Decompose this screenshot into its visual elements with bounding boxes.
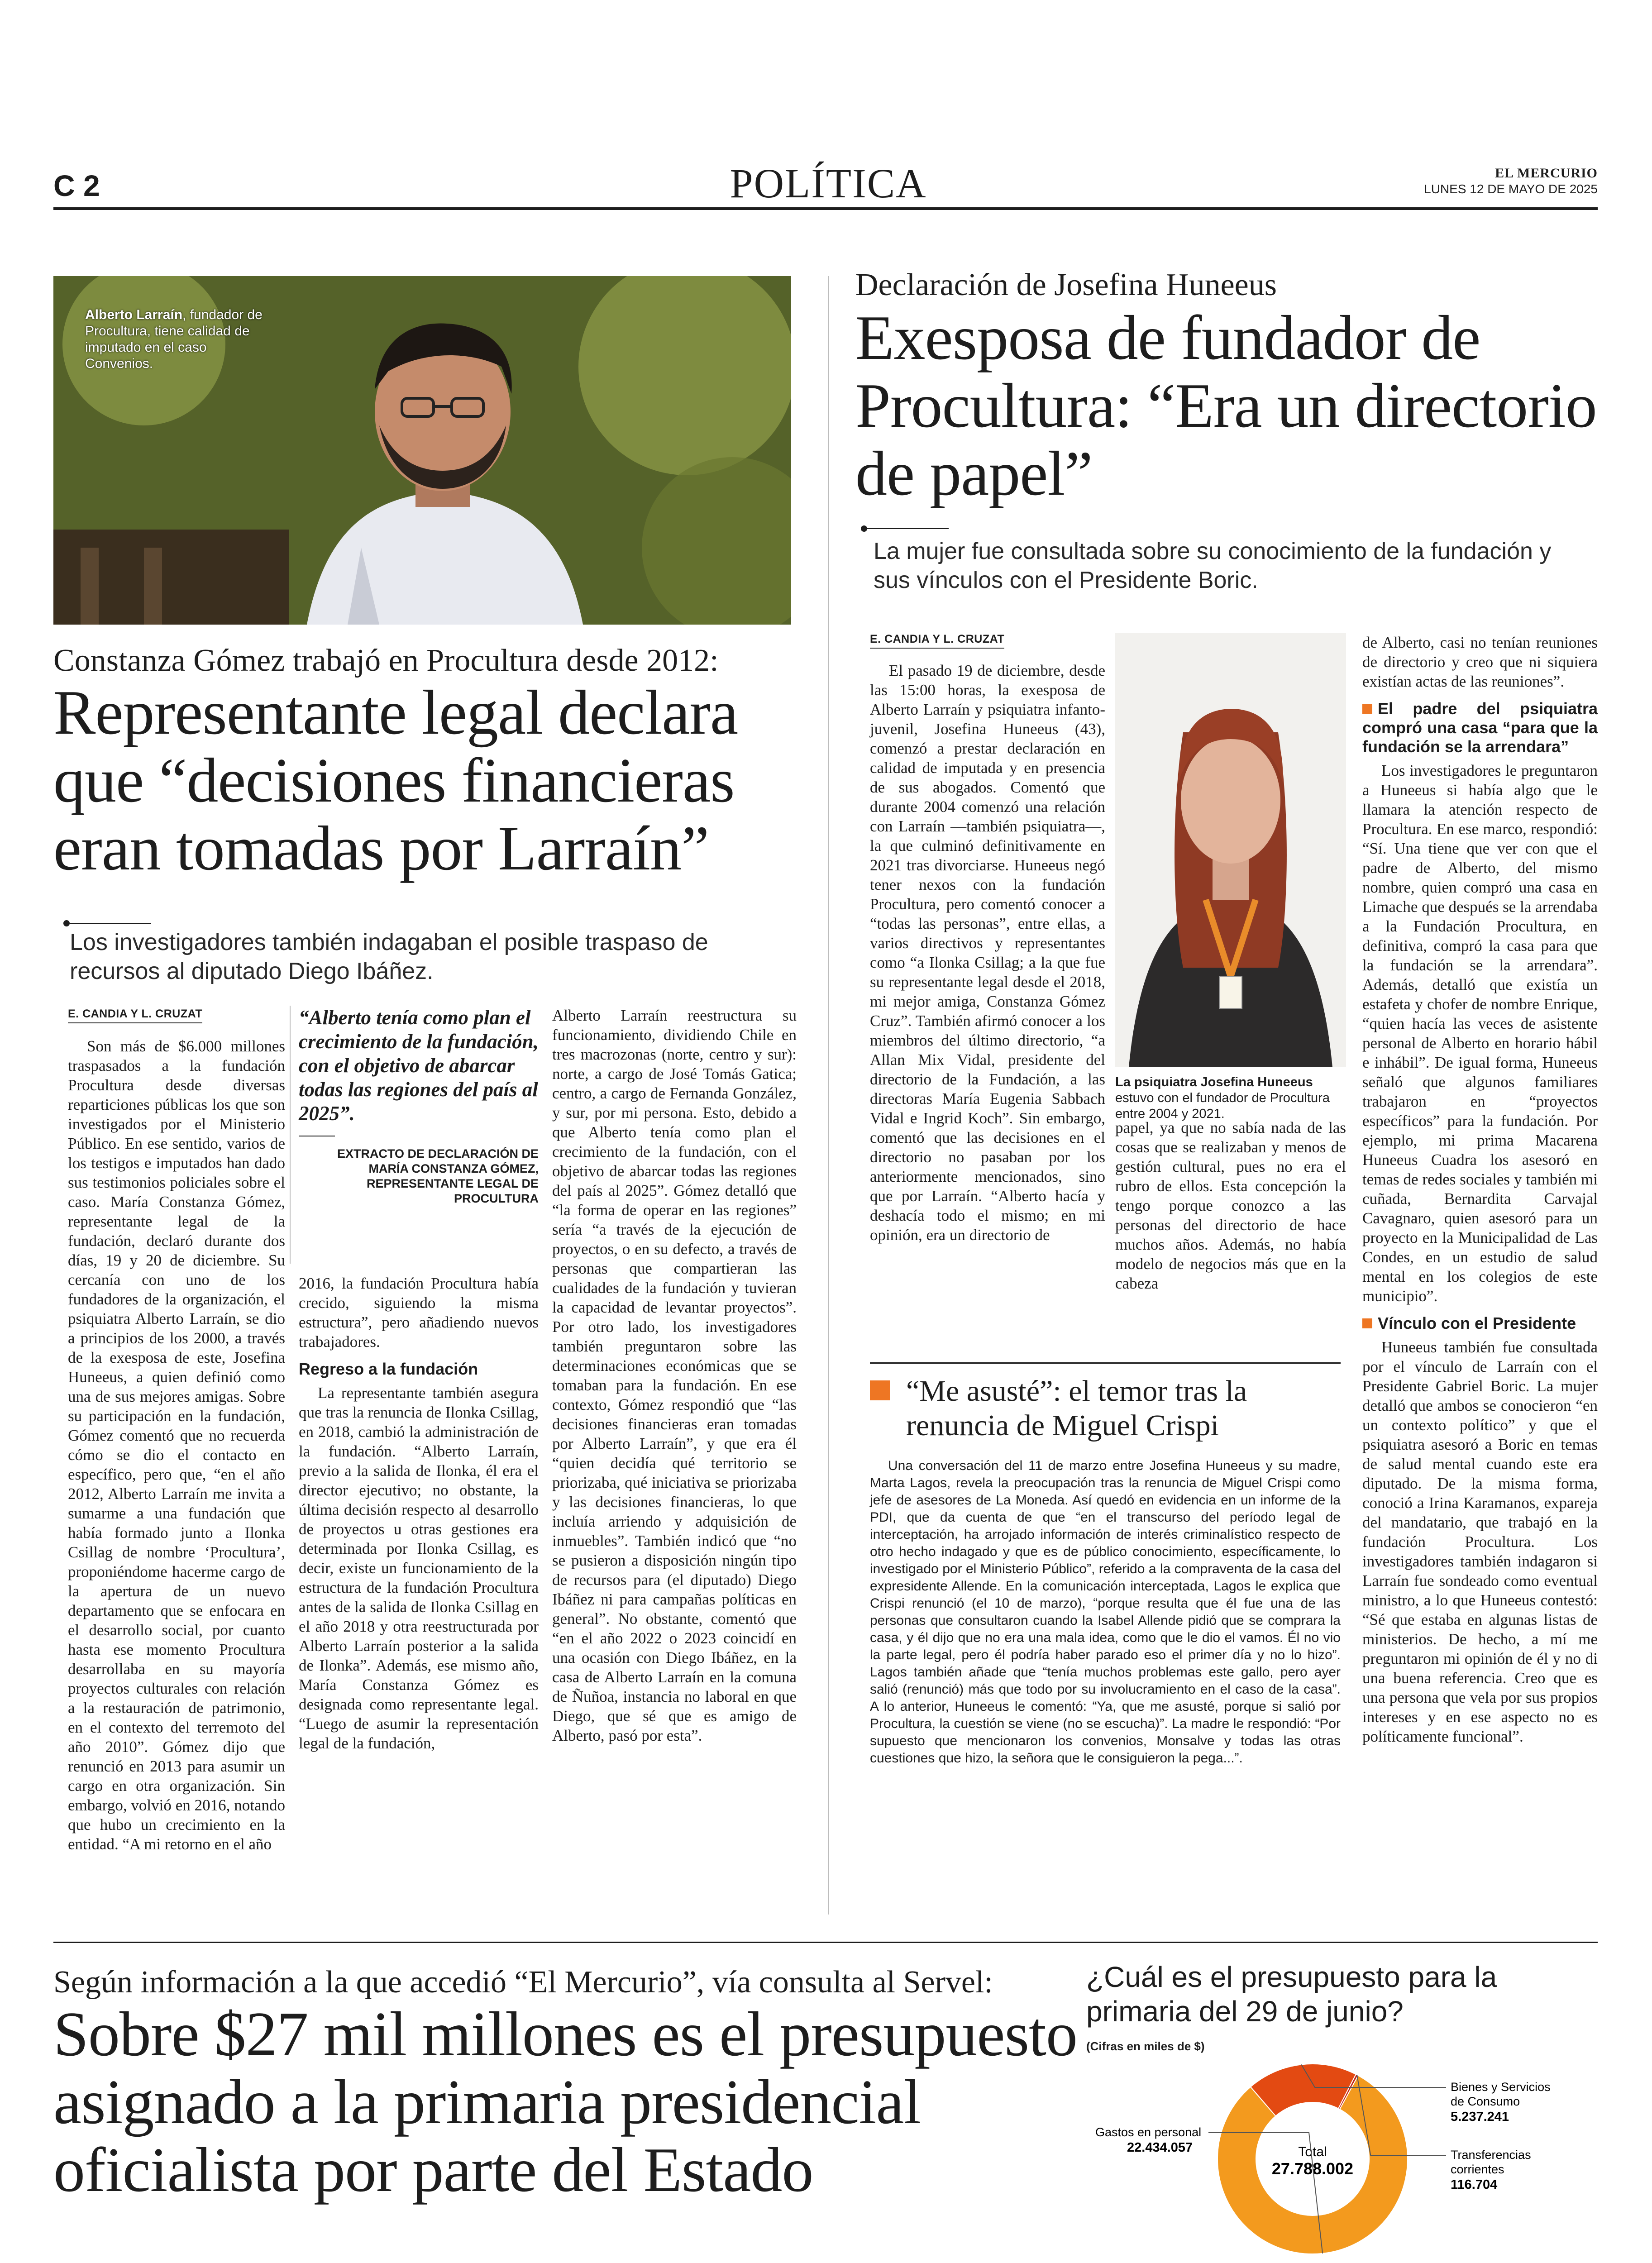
story2-kicker: Declaración de Josefina Huneeus (855, 267, 1277, 302)
subhead-padre (1362, 699, 1598, 756)
subhead-vinculo-text: Vínculo con el Presidente (1378, 1314, 1576, 1332)
story2-col3c-text: Huneeus también fue consultada por el vínculo de Larraín con el Presidente Gabriel Boric. La mujer detalló que ambos se conocieron “en un contexto político” y que el psiquiatra asesoró a Boric en temas de salud mental cuando este era diputado. De la misma forma, conoció a Irina Karamanos, expareja del mandatario, que trabajó en la fundación Procultura. Los investigadores también indagaron si Larraín fue sondeado como eventual ministro, a lo que Huneeus contestó: “Sé que estaba en algunas listas de ministerios. De hecho, a mí me preguntaron mi opinión de él y no di una buena referencia. Creo que es una persona que vela por sus propios intereses y en ese aspecto no es políticamente funcional”. (1362, 1338, 1598, 1745)
total-label: Total (1298, 2144, 1327, 2159)
photo-caption (85, 307, 266, 372)
slice-value-0: 22.434.057 (1127, 2140, 1193, 2155)
caption-name: La psiquiatra Josefina Huneeus (1115, 1075, 1313, 1089)
caption-name: Alberto Larraín (85, 307, 183, 322)
story1-column-1 (68, 1036, 285, 1854)
headline-rule (70, 923, 151, 924)
story2-column-3 (1362, 633, 1598, 1746)
caption-text: , fundador de Procultura, tiene calidad de imputado en el caso Convenios. (85, 307, 263, 371)
pullquote-text: “Alberto tenía como plan el crecimiento de la fundación, con el objetivo de abarcar todas las regiones del país al 2025”. (299, 1006, 539, 1125)
subhead-vinculo (1362, 1314, 1598, 1333)
story3-headline: Sobre $27 mil millones es el presupuesto asignado a la primaria presidencial oficialista por parte del Estado (53, 1999, 1077, 2205)
slice-label-1-1: de Consumo (1451, 2095, 1520, 2108)
infographic-presupuesto (1086, 1955, 1598, 2263)
section-rule (53, 1942, 1598, 1943)
page-number: C 2 (53, 169, 100, 202)
story2-col2-text: papel, ya que no sabía nada de las cosas que se realizaban y menos de gestión cultural, pues no era el rubro de ellos. Esta concepción la tengo porque conozco a las personas del directorio de hace muchos años. Además, no había modelo de negocios más que en la cabeza (1115, 1119, 1346, 1292)
photo-caption (1115, 1074, 1346, 1122)
bullet-square (1362, 1318, 1372, 1328)
sidebar-top-rule (870, 1362, 1341, 1364)
bullet-square (1362, 704, 1372, 714)
slice-label-2-0: Transferencias (1451, 2148, 1531, 2162)
photo-alberto-larrain (53, 276, 791, 625)
section-title: POLÍTICA (730, 160, 927, 206)
slice-value-2: 116.704 (1451, 2177, 1498, 2192)
issue-date: LUNES 12 DE MAYO DE 2025 (1424, 182, 1598, 196)
story1-pullquote (299, 1006, 539, 1206)
bullet-square (870, 1380, 890, 1400)
byline-text: E. CANDIA Y L. CRUZAT (68, 1007, 202, 1023)
story1-col1-text: Son más de $6.000 millones traspasados a la fundación Procultura desde diversas reparticiones públicas los que son investigados por el Ministerio Público. En ese sentido, varios de los testigos e imputados han dado sus testimonios policiales sobre el caso. María Constanza Gómez, representante legal de la fundación, declaró durante dos días, 19 y 20 de diciembre. Su cercanía con uno de los fundadores de la organización, el psiquiatra Alberto Larraín, se dio a principios de los 2000, a través de la exesposa de este, Josefina Huneeus, a quien definió como una de sus mejores amigas. Sobre su participación en la fundación, Gómez comentó que no recuerda cómo se dio el contacto en específico, pero que, “en el año 2012, Alberto Larraín me invita a sumarme a una fundación que había formado junto a Ilonka Csillag de nombre ‘Procultura’, proponiéndome hacerme cargo de la apertura de un nuevo departamento que se enfocara en el desarrollo social, por cuanto hasta ese momento Procultura desarrollaba en su mayoría proyectos culturales con relación a la restauración de patrimonio, en el contexto del terremoto del año 2010”. Gómez dijo que renunció en 2013 para asumir un cargo en otra organización. Sin embargo, volvió en 2016, notando que hubo un crecimiento en la entidad. “A mi retorno en el año (68, 1037, 285, 1853)
headline-rule (867, 528, 949, 529)
story1-deck: Los investigadores también indagaban el posible traspaso de recursos al diputado Diego Ibáñez. (70, 929, 708, 984)
pullquote-divider (290, 1006, 291, 1264)
story3-kicker: Según información a la que accedió “El Mercurio”, vía consulta al Servel: (53, 1965, 993, 2000)
story1-col3-text: Alberto Larraín reestructura su funcionamiento, dividiendo Chile en tres macrozonas (norte, centro y sur): norte, a cargo de José Tomás Gatica; centro, a cargo de Fernanda González, y sur, por mi persona. Esto, debido a que Alberto tenía como plan el crecimiento de la fundación, con el objetivo de abarcar todas las regiones del país al 2025”. Gómez detalló que “la forma de operar en las regiones” sería “a través de la ejecución de proyectos, o en su defecto, a través de personas que compartieran las cualidades de la fundación y tuvieran la capacidad de levantar proyectos”. Por otro lado, los investigadores también preguntaron sobre las determinaciones económicas que se tomaban para la fundación. En ese contexto, Gómez respondió que “las decisiones financieras eran tomadas por Alberto Larraín”, y que era él “quien decidía qué territorio se priorizaba, qué iniciativa se priorizaba y las decisiones financieras, lo que incluía arriendo y adquisición de inmuebles”. También indicó que “no se pusieron a disposición ningún tipo de recursos para (el diputado) Diego Ibáñez ni para campañas políticas en general”. No obstante, comentó que “en el año 2022 o 2023 coincidí en una ocasión con Diego Ibáñez, en la casa de Alberto Larraín en la comuna de Ñuñoa, instancia no laboral en que Diego, que sé que es amigo de Alberto, pasó por esta”. (552, 1007, 797, 1744)
subhead-regreso: Regreso a la fundación (299, 1360, 478, 1378)
infographic-unit: (Cifras en miles de $) (1086, 2039, 1205, 2053)
total-value: 27.788.002 (1271, 2159, 1354, 2178)
story1-kicker: Constanza Gómez trabajó en Procultura desde 2012: (53, 643, 719, 678)
subhead-padre-text: El padre del psiquiatra compró una casa “para que la fundación se la arrendara” (1362, 699, 1598, 756)
slice-value-1: 5.237.241 (1451, 2110, 1509, 2124)
sidebar-title: “Me asusté”: el temor tras la renuncia de Miguel Crispi (906, 1375, 1247, 1442)
pullquote-source: EXTRACTO DE DECLARACIÓN DE MARÍA CONSTANZA GÓMEZ, REPRESENTANTE LEGAL DE PROCULTURA (337, 1147, 539, 1205)
paper-name: EL MERCURIO (1495, 166, 1598, 181)
slice-label-1-0: Bienes y Servicios (1451, 2080, 1551, 2094)
headline-dot (63, 920, 70, 926)
infographic-title: ¿Cuál es el presupuesto para la primaria del 29 de junio? (1086, 1961, 1497, 2028)
caption-text: estuvo con el fundador de Procultura entre 2004 y 2021. (1115, 1091, 1330, 1121)
photo-illustration (1115, 633, 1346, 1067)
slice-label-0-0: Gastos en personal (1095, 2125, 1202, 2139)
sidebar-text: Una conversación del 11 de marzo entre Josefina Huneeus y su madre, Marta Lagos, revela la preocupación tras la renuncia de Miguel Crispi como jefe de asesores de La Moneda. Así quedó en evidencia en un informe de la PDI, que da cuenta de que “en el transcurso del período legal de interceptación, ha arrojado información de interés criminalístico respecto de otro hecho indagado y que es de público conocimiento, específicamente, lo investigado por el Ministerio Público”, referido a la compraventa de la casa del expresidente Allende. En la comunicación interceptada, Lagos le explica que Crispi renunció (el 10 de marzo), “porque resulta que él fue una de las personas que consultaron cuando la Isabel Allende pidió que se comprara la casa, y él dijo que no era una mala idea, como que le dio el vamos. Él no vio la parte legal, pero él podría haber parado eso el primer día y no lo hizo”. Lagos también añade que “tenía muchos problemas este gallo, pero ayer salió (renunció) más que todo por su involucramiento en el caso de la casa”. A lo anterior, Huneeus le comentó: “Ya, que me asusté, porque si salió por Procultura, la cuestión se viene (no se escucha)”. La madre le respondió: “Por supuesto que mencionaron los convenios, Monsalve y todas las otras cuestiones que hizo, la señora que le consiguieron la pega...”. (870, 1458, 1341, 1766)
story1-column-2 (299, 1274, 539, 1753)
story2-column-2 (1115, 1118, 1346, 1293)
story2-headline: Exesposa de fundador de Procultura: “Era un directorio de papel” (855, 303, 1597, 509)
story2-byline (870, 633, 1004, 649)
story1-column-3 (552, 1006, 797, 1745)
story1-byline (68, 1007, 202, 1023)
story2-col3b-text: Los investigadores le preguntaron a Huneeus si había algo que le llamara la atención respecto de Procultura. En ese marco, respondió: “Sí. Una tiene que ver con que el padre de Alberto, del mismo nombre, quien compró una casa en Limache que después se la arrendaba a la Fundación Procultura, en definitiva, compró la casa para que la fundación se la arrendara”. Además, detalló que existía un estafeta y chofer de nombre Enrique, “quien hacía las veces de asistente personal de Alberto en horario hábil e inhábil”. De igual forma, Huneeus señaló que algunos familiares trabajaron en “proyectos específicos” para la fundación. Por ejemplo, mi prima Macarena Huneeus Cuadra los asesoró en temas de redes sociales y también mi cuñada, Bernardita Carvajal Cavagnaro, quien asesoró para un proyecto en la Municipalidad de Las Condes, en un estudio de salud mental en los colegios de este municipio”. (1362, 762, 1598, 1305)
byline-text: E. CANDIA Y L. CRUZAT (870, 633, 1004, 649)
donut-chart (1086, 2055, 1598, 2263)
story2-column-1 (870, 661, 1105, 1245)
headline-dot (861, 525, 867, 532)
column-divider (828, 276, 829, 1914)
masthead-rule (53, 207, 1598, 210)
photo-josefina-huneeus (1115, 633, 1346, 1067)
story1-col2b-text: La representante también asegura que tras la renuncia de Ilonka Csillag, en 2018, cambió la administración de la fundación. “Alberto Larraín, previo a la salida de Ilonka, él era el director ejecutivo; no obstante, la última decisión respecto al desarrollo de proyectos u otras gestiones era determinada por Ilonka Csillag, es decir, existe un funcionamiento de la estructura de la fundación Procultura antes de la salida de Ilonka Csillag en el año 2018 y otra reestructurada por Alberto Larraín posterior a la salida de Ilonka”. Además, ese mismo año, María Constanza Gómez es designada como representante legal. “Luego de asumir la representación legal de la fundación, (299, 1384, 539, 1752)
story1-headline: Representante legal declara que “decisiones financieras eran tomadas por Larraín” (53, 678, 738, 883)
story1-col2-text: 2016, la fundación Procultura había crecido, siguiendo la misma estructura”, pero añadiendo nuevos trabajadores. (299, 1275, 539, 1351)
story2-deck: La mujer fue consultada sobre su conocimiento de la fundación y sus vínculos con el Presidente Boric. (874, 538, 1552, 593)
story2-col3a-text: de Alberto, casi no tenían reuniones de directorio y creo que ni siquiera existían actas de las reuniones”. (1362, 634, 1598, 690)
slice-label-2-1: corrientes (1451, 2163, 1504, 2176)
story2-col1-text: El pasado 19 de diciembre, desde las 15:00 horas, la exesposa de Alberto Larraín y psiquiatra infanto-juvenil, Josefina Huneeus (43), comenzó a prestar declaración en calidad de imputada y en presencia de sus abogados. Comentó que durante 2004 comenzó una relación con Larraín —también psiquiatra—, la que culminó definitivamente en 2021 tras divorciarse. Huneeus negó tener nexos con la fundación Procultura, pero comentó conocer a “todas las personas”, entre ellas, a varios directivos y representantes como “a Ilonka Csillag; a la que fue su representante legal desde el 2018, mi mejor amiga, Constanza Gómez Cruz”. También afirmó conocer a los miembros del último directorio, “a Allan Mix Vidal, presidente del directorio de la Fundación, a las directoras María Eugenia Sabbach Vidal e Ingrid Koch”. Sin embargo, comentó que las decisiones en el directorio no pasaban por los anteriormente mencionados, sino que por Larraín. “Alberto hacía y deshacía todo el mismo; en mi opinión, era un directorio de (870, 662, 1105, 1244)
